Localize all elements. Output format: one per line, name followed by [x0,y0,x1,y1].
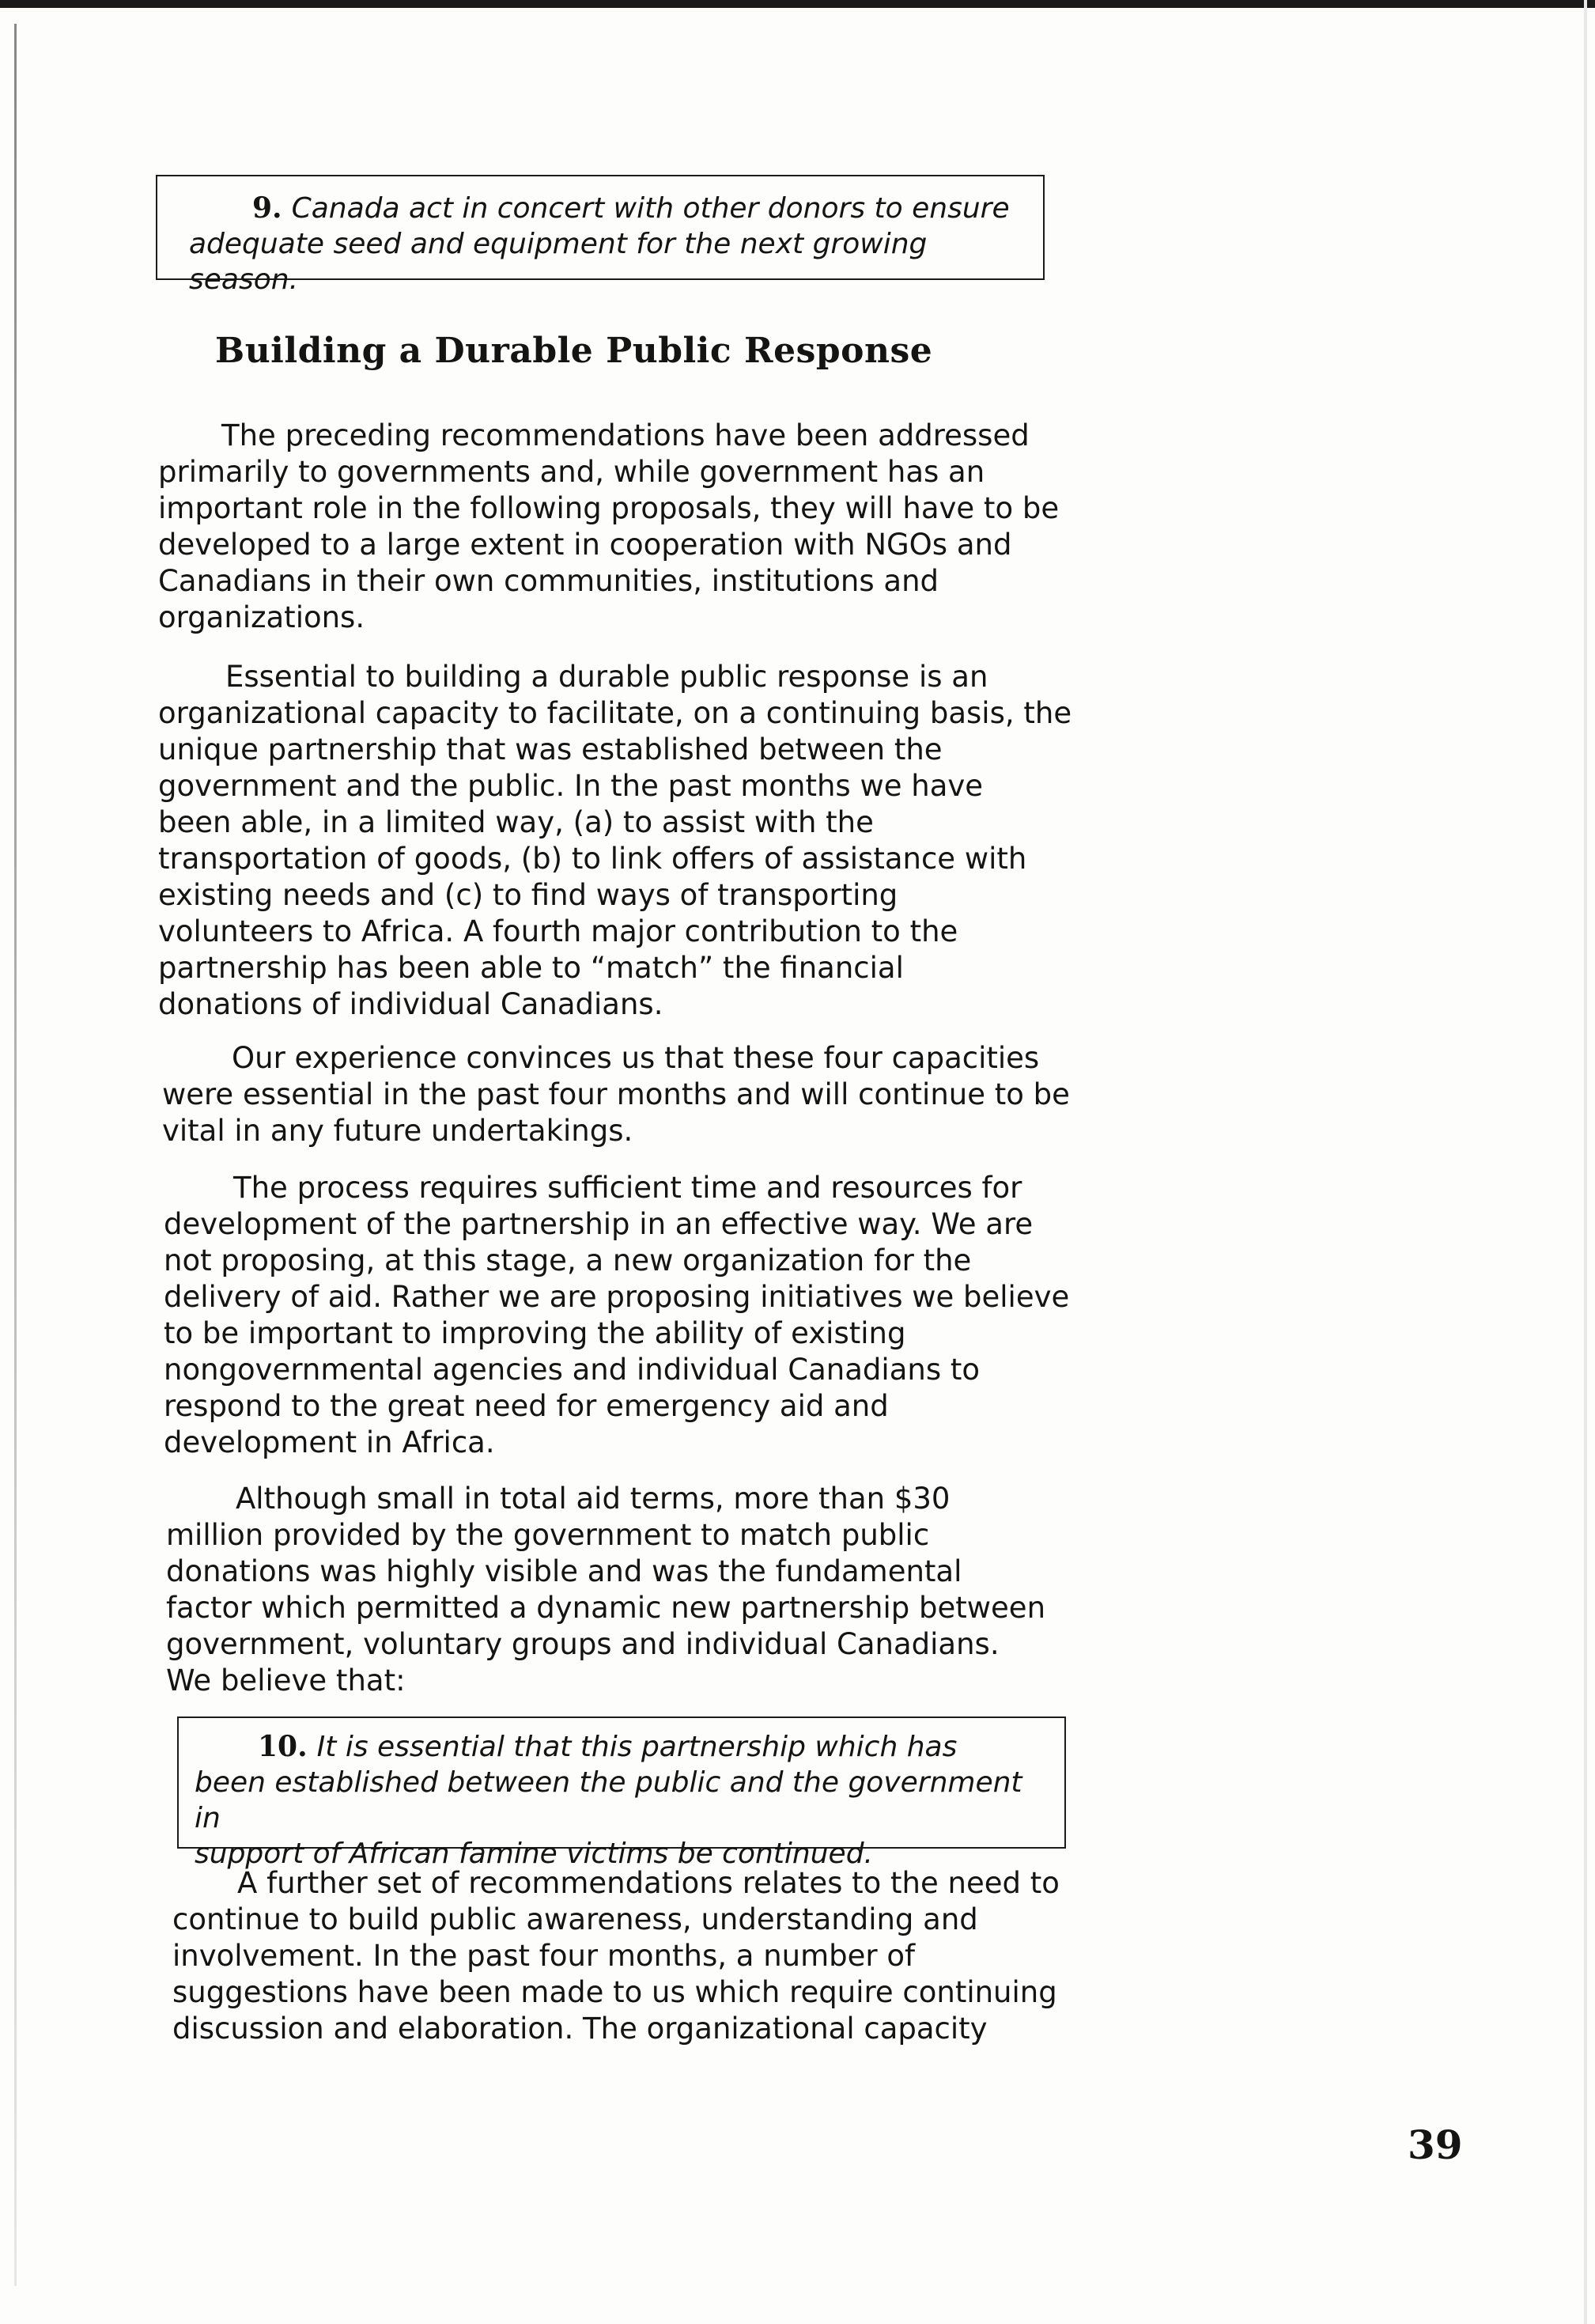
scan-edge-top [0,0,1595,8]
scan-edge-right [1584,0,1587,2324]
paragraph-5-line: donations was highly visible and was the fundamental [166,1554,962,1588]
paragraph-2-line: government and the public. In the past months we have [158,769,984,803]
paragraph-3-line: were essential in the past four months and will continue to be [162,1077,1070,1111]
paragraph-2 [158,659,1072,1023]
paragraph-1 [158,418,1059,636]
paragraph-5-line: We believe that: [166,1664,406,1698]
paragraph-1-line: Canadians in their own communities, institutions and [158,564,939,598]
paragraph-4-line: nongovernmental agencies and individual Canadians to [164,1353,981,1387]
paragraph-6-line: involvement. In the past four months, a number of [172,1939,916,1973]
paragraph-3-line: vital in any future undertakings. [162,1114,633,1148]
paragraph-4 [164,1170,1069,1461]
paragraph-6-line: A further set of recommendations relates to the need to [237,1866,1060,1900]
paragraph-2-line: Essential to building a durable public response is an [225,660,988,694]
paragraph-2-line: partnership has been able to “match” the financial [158,951,904,985]
recommendation-9-text-1: Canada act in concert with other donors to ensure [291,192,1010,225]
paragraph-2-line: existing needs and (c) to find ways of transporting [158,878,898,912]
paragraph-1-line: developed to a large extent in cooperation with NGOs and [158,528,1012,562]
recommendation-10-line-3: support of African famine victims be continued. [195,1838,873,1870]
paragraph-2-line: donations of individual Canadians. [158,987,663,1021]
paragraph-2-line: unique partnership that was established between the [158,732,943,766]
paragraph-2-line: organizational capacity to facilitate, on a continuing basis, the [158,696,1072,730]
paragraph-6-line: suggestions have been made to us which require continuing [172,1975,1057,2009]
paragraph-6-line: continue to build public awareness, understanding and [172,1902,978,1936]
paragraph-4-line: development in Africa. [164,1425,495,1459]
paragraph-6-line: discussion and elaboration. The organizational capacity [172,2012,988,2046]
page-number: 39 [1408,2122,1463,2168]
paragraph-5-line: government, voluntary groups and individual Canadians. [166,1627,1000,1661]
paragraph-4-line: respond to the great need for emergency aid and [164,1389,889,1423]
paragraph-5 [166,1481,1045,1699]
recommendation-10-line-2: been established between the public and the government in [195,1766,1022,1834]
recommendation-9-number: 9. [252,191,282,225]
paragraph-3-line: Our experience convinces us that these four capacities [232,1041,1040,1075]
paragraph-5-line: factor which permitted a dynamic new partnership between [166,1591,1046,1625]
paragraph-5-line: million provided by the government to match public [166,1518,930,1552]
paragraph-3 [162,1040,1070,1149]
recommendation-9-line-1 [189,191,1032,226]
recommendation-10-box [177,1717,1066,1870]
paragraph-6 [172,1865,1060,2047]
section-heading: Building a Durable Public Response [215,331,933,371]
paragraph-4-line: delivery of aid. Rather we are proposing initiatives we believe [164,1280,1070,1314]
recommendation-10-number: 10. [258,1730,308,1763]
paragraph-4-line: The process requires sufficient time and resources for [233,1171,1022,1205]
paragraph-4-line: development of the partnership in an effective way. We are [164,1207,1034,1241]
paragraph-1-line: important role in the following proposals, they will have to be [158,491,1060,525]
recommendation-10-text-1: It is essential that this partnership which has [316,1731,958,1763]
recommendation-10-line-1 [195,1729,1053,1765]
paragraph-5-line: Although small in total aid terms, more than $30 [236,1482,951,1516]
paragraph-1-line: primarily to governments and, while government has an [158,455,985,489]
paragraph-1-line: organizations. [158,600,365,634]
paragraph-2-line: transportation of goods, (b) to link offers of assistance with [158,842,1027,876]
paragraph-4-line: to be important to improving the ability of existing [164,1316,906,1350]
scan-edge-left [14,24,17,2286]
paragraph-2-line: been able, in a limited way, (a) to assist with the [158,805,874,839]
paragraph-4-line: not proposing, at this stage, a new organization for the [164,1243,972,1277]
paragraph-2-line: volunteers to Africa. A fourth major contribution to the [158,914,958,948]
recommendation-9-box [156,175,1045,296]
paragraph-1-line: The preceding recommendations have been addressed [221,418,1030,452]
recommendation-9-line-2: adequate seed and equipment for the next growing season. [189,228,928,296]
